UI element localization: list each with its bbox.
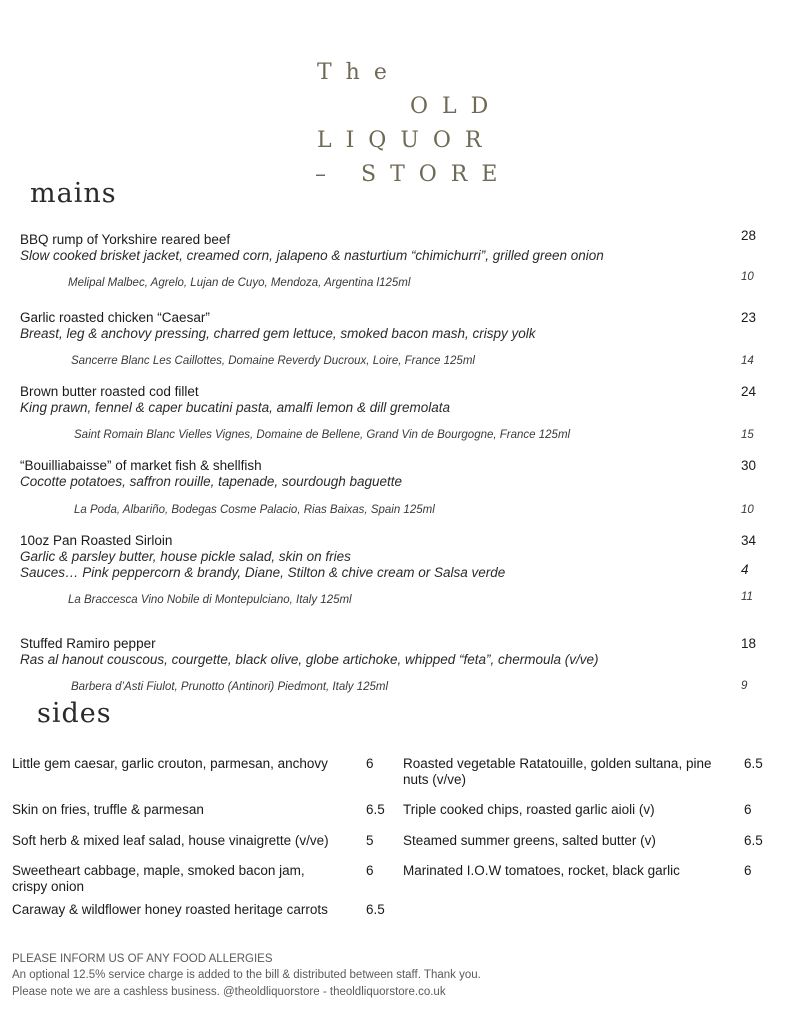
wine-pairing: Saint Romain Blanc Vielles Vignes, Domaine de Bellene, Grand Vin de Bourgogne, France 125ml (74, 429, 571, 441)
side-item: Steamed summer greens, salted butter (v) (403, 833, 656, 848)
wine-price: 11 (741, 591, 753, 603)
side-price: 5 (366, 833, 374, 848)
sauces-price: 4 (741, 562, 749, 577)
side-item: Caraway & wildflower honey roasted heritage carrots (12, 902, 328, 917)
dish-name: Brown butter roasted cod fillet (20, 384, 199, 399)
logo-line-old: OLD (410, 94, 503, 119)
side-price: 6 (744, 863, 752, 878)
side-price: 6.5 (366, 802, 385, 817)
logo-line-store: – STORE (315, 162, 512, 187)
wine-pairing: Sancerre Blanc Les Caillottes, Domaine Reverdy Ducroux, Loire, France 125ml (71, 355, 475, 367)
menu-item (20, 458, 720, 490)
wine-price: 9 (741, 680, 748, 692)
allergy-notice: PLEASE INFORM US OF ANY FOOD ALLERGIES (12, 953, 273, 965)
side-price: 6.5 (744, 833, 763, 848)
sauces-line: Sauces… Pink peppercorn & brandy, Diane, Stilton & chive cream or Salsa verde (20, 565, 506, 580)
wine-pairing: Melipal Malbec, Agrelo, Lujan de Cuyo, Mendoza, Argentina l125ml (68, 277, 411, 289)
dish-price: 30 (741, 458, 757, 473)
dish-description: Cocotte potatoes, saffron rouille, tapenade, sourdough baguette (20, 474, 403, 489)
dish-description: Garlic & parsley butter, house pickle salad, skin on fries (20, 549, 351, 564)
side-item: Skin on fries, truffle & parmesan (12, 802, 204, 817)
wine-price: 10 (741, 271, 754, 283)
dish-price: 23 (741, 310, 757, 325)
menu-item (20, 533, 720, 581)
dish-price: 24 (741, 384, 757, 399)
dish-description: Ras al hanout couscous, courgette, black olive, globe artichoke, whipped “feta”, chermoula (v/ve) (20, 652, 599, 667)
menu-item (20, 310, 720, 342)
dish-price: 18 (741, 636, 757, 651)
dish-name: 10oz Pan Roasted Sirloin (20, 533, 173, 548)
dish-price: 28 (741, 228, 757, 243)
dish-name: Garlic roasted chicken “Caesar” (20, 310, 210, 325)
dish-description: Breast, leg & anchovy pressing, charred gem lettuce, smoked bacon mash, crispy yolk (20, 326, 536, 341)
side-item: Soft herb & mixed leaf salad, house vinaigrette (v/ve) (12, 833, 329, 848)
wine-pairing: Barbera d’Asti Fiulot, Prunotto (Antinori) Piedmont, Italy 125ml (71, 681, 389, 693)
dish-name: BBQ rump of Yorkshire reared beef (20, 232, 231, 247)
logo-line-the: The (317, 60, 401, 85)
wine-pairing: La Poda, Albariño, Bodegas Cosme Palacio, Rias Baixas, Spain 125ml (74, 504, 435, 516)
side-price: 6 (366, 756, 374, 771)
side-price: 6 (366, 863, 374, 878)
wine-price: 14 (741, 355, 754, 367)
wine-price: 10 (741, 504, 754, 516)
cashless-notice: Please note we are a cashless business. @theoldliquorstore - theoldliquorstore.co.uk (12, 986, 446, 998)
wine-price: 15 (741, 429, 754, 441)
side-price: 6.5 (744, 756, 763, 771)
side-price: 6.5 (366, 902, 385, 917)
side-item: Marinated I.O.W tomatoes, rocket, black garlic (403, 863, 680, 878)
service-charge-notice: An optional 12.5% service charge is added to the bill & distributed between staff. Thank you. (12, 969, 481, 981)
side-item: Little gem caesar, garlic crouton, parmesan, anchovy (12, 756, 328, 771)
sides-heading: sides (37, 698, 112, 729)
menu-item (20, 232, 720, 264)
dish-name: Stuffed Ramiro pepper (20, 636, 156, 651)
dish-description: King prawn, fennel & caper bucatini pasta, amalfi lemon & dill gremolata (20, 400, 450, 415)
menu-item (20, 384, 720, 416)
side-price: 6 (744, 802, 752, 817)
side-item: Sweetheart cabbage, maple, smoked bacon jam, crispy onion (12, 863, 305, 894)
wine-pairing: La Braccesca Vino Nobile di Montepulciano, Italy 125ml (68, 594, 352, 606)
side-item: Triple cooked chips, roasted garlic aioli (v) (403, 802, 655, 817)
dish-price: 34 (741, 533, 757, 548)
logo-line-liquor: LIQUOR (317, 128, 496, 153)
dish-description: Slow cooked brisket jacket, creamed corn, jalapeno & nasturtium “chimichurri”, grilled green onion (20, 248, 604, 263)
dish-name: “Bouilliabaisse” of market fish & shellfish (20, 458, 262, 473)
menu-item (20, 636, 720, 668)
side-item: Roasted vegetable Ratatouille, golden sultana, pine nuts (v/ve) (403, 756, 712, 787)
mains-heading: mains (30, 178, 117, 209)
